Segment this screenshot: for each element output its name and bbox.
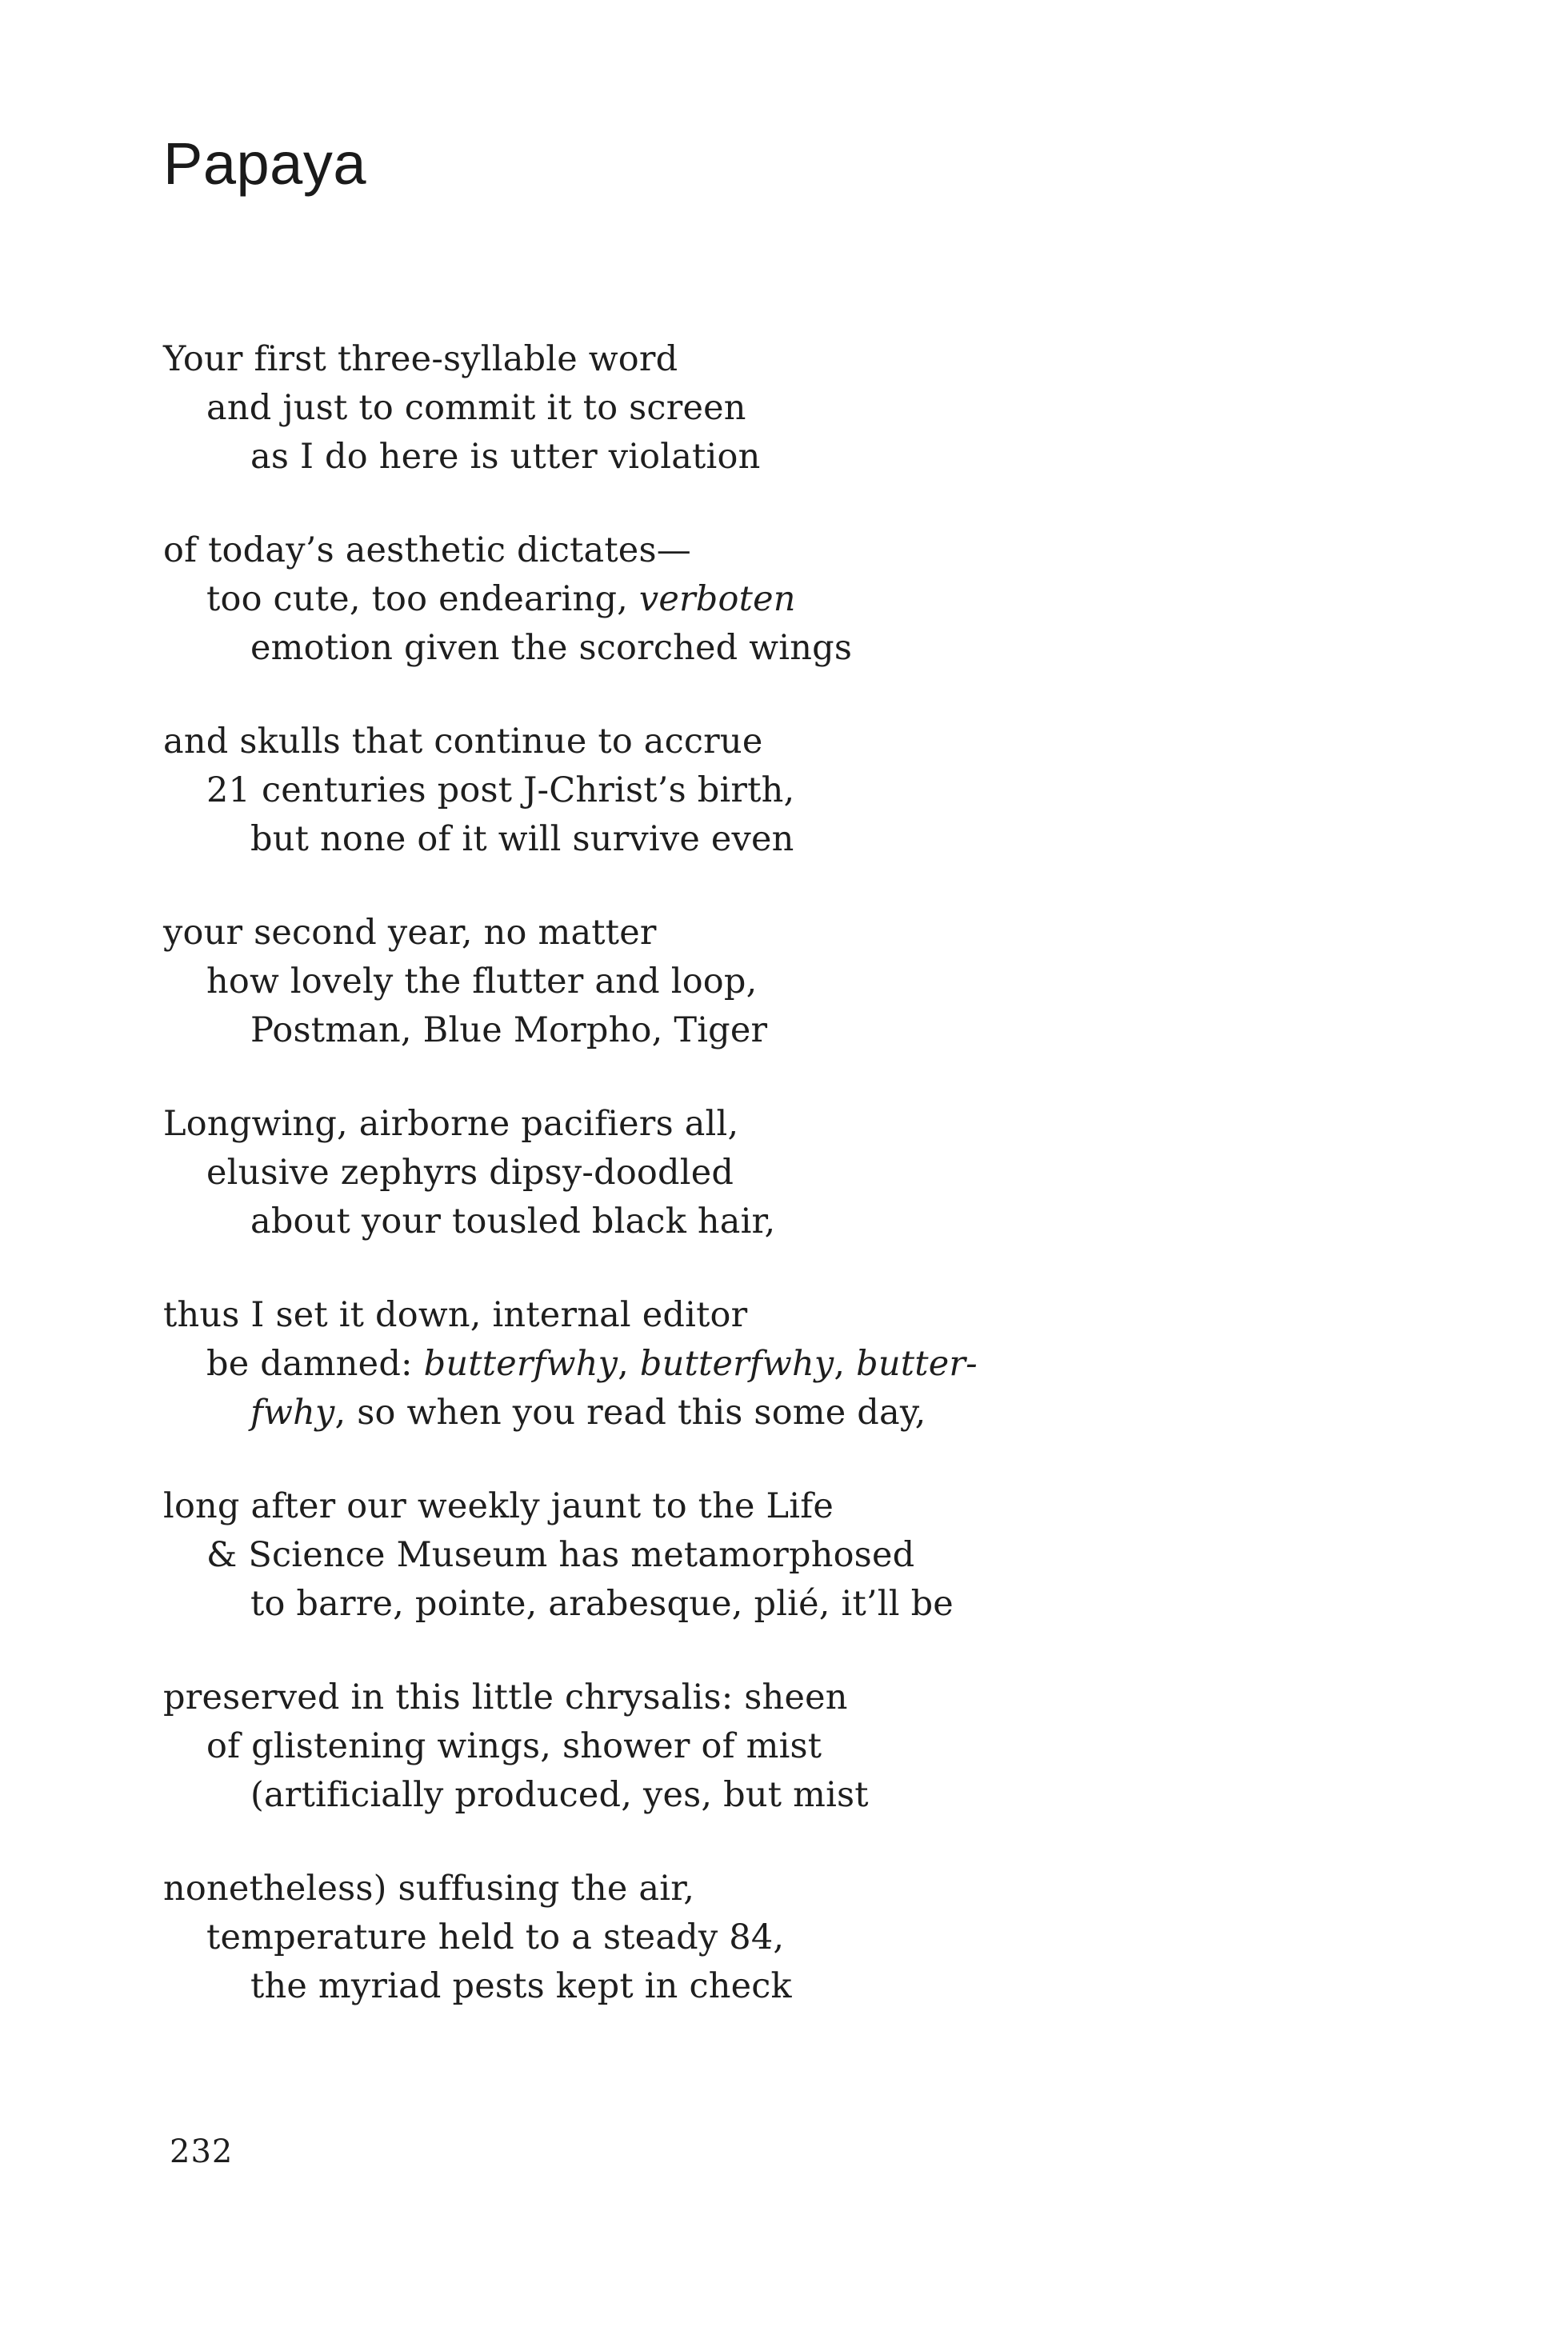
poem-line <box>163 1197 1363 1246</box>
stanza <box>163 1482 1363 1673</box>
line-text: to barre, pointe, arabesque, plié, it’ll be <box>250 1584 954 1624</box>
line-text: emotion given the scorched wings <box>250 628 853 668</box>
line-text: , <box>834 1344 857 1384</box>
stanza <box>163 1100 1363 1291</box>
line-text: temperature held to a steady 84, <box>206 1917 785 1957</box>
poem-line <box>163 958 1363 1006</box>
poem-line <box>163 815 1363 864</box>
stanza <box>163 1291 1363 1482</box>
poem-line <box>163 335 1363 384</box>
line-text: , <box>618 1344 640 1384</box>
line-text: be damned: <box>206 1344 424 1384</box>
line-text: Longwing, airborne pacifiers all, <box>163 1104 739 1144</box>
poem-line <box>163 1722 1363 1771</box>
line-text: but none of it will survive even <box>250 819 794 859</box>
poem-line <box>163 1771 1363 1820</box>
line-text: the myriad pests kept in check <box>250 1966 792 2006</box>
line-text: and just to commit it to screen <box>206 388 746 428</box>
poem-body <box>163 335 1363 2056</box>
line-text: (artificially produced, yes, but mist <box>250 1775 869 1815</box>
line-text: nonetheless) suffusing the air, <box>163 1869 695 1909</box>
line-text: and skulls that continue to accrue <box>163 722 763 762</box>
italic-text: fwhy <box>250 1393 335 1433</box>
poem-line <box>163 1962 1363 2011</box>
line-text: of today’s aesthetic dictates— <box>163 530 691 570</box>
line-text: 21 centuries post J-Christ’s birth, <box>206 770 795 810</box>
poem-line <box>163 718 1363 766</box>
line-text: as I do here is utter violation <box>250 437 761 477</box>
line-text: Your first three-syllable word <box>163 339 678 379</box>
poem-title: Papaya <box>163 130 366 197</box>
line-text: long after our weekly jaunt to the Life <box>163 1486 834 1526</box>
italic-text: butterfwhy <box>639 1344 834 1384</box>
line-text: , so when you read this some day, <box>334 1393 926 1433</box>
poem-line <box>163 1100 1363 1149</box>
poem-line <box>163 1531 1363 1580</box>
stanza <box>163 1673 1363 1865</box>
poem-line <box>163 1580 1363 1629</box>
stanza <box>163 526 1363 718</box>
line-text: preserved in this little chrysalis: sheen <box>163 1677 848 1717</box>
poem-line <box>163 1913 1363 1962</box>
line-text: of glistening wings, shower of mist <box>206 1726 822 1766</box>
poem-line <box>163 575 1363 624</box>
poem-line <box>163 384 1363 433</box>
poem-line <box>163 766 1363 815</box>
poem-line <box>163 1149 1363 1197</box>
poem-line <box>163 1865 1363 1913</box>
stanza <box>163 335 1363 526</box>
line-text: thus I set it down, internal editor <box>163 1295 748 1335</box>
line-text: & Science Museum has metamorphosed <box>206 1535 915 1575</box>
poem-line <box>163 1291 1363 1340</box>
poem-line <box>163 1006 1363 1055</box>
line-text: your second year, no matter <box>163 913 657 953</box>
poem-line <box>163 526 1363 575</box>
poem-line <box>163 433 1363 482</box>
italic-text: butterfwhy <box>423 1344 618 1384</box>
poem-line <box>163 624 1363 673</box>
line-text: Postman, Blue Morpho, Tiger <box>250 1010 768 1050</box>
line-text: too cute, too endearing, <box>206 579 639 619</box>
poem-line <box>163 909 1363 958</box>
poem-line <box>163 1340 1363 1389</box>
poem-line <box>163 1482 1363 1531</box>
italic-text: butter- <box>856 1344 978 1384</box>
line-text: how lovely the flutter and loop, <box>206 962 758 1002</box>
line-text: elusive zephyrs dipsy-doodled <box>206 1153 734 1193</box>
poem-line <box>163 1673 1363 1722</box>
stanza <box>163 718 1363 909</box>
stanza <box>163 909 1363 1100</box>
stanza <box>163 1865 1363 2056</box>
page-number: 232 <box>170 2133 234 2170</box>
italic-text: verboten <box>638 579 796 619</box>
line-text: about your tousled black hair, <box>250 1201 776 1241</box>
poem-line <box>163 1389 1363 1437</box>
